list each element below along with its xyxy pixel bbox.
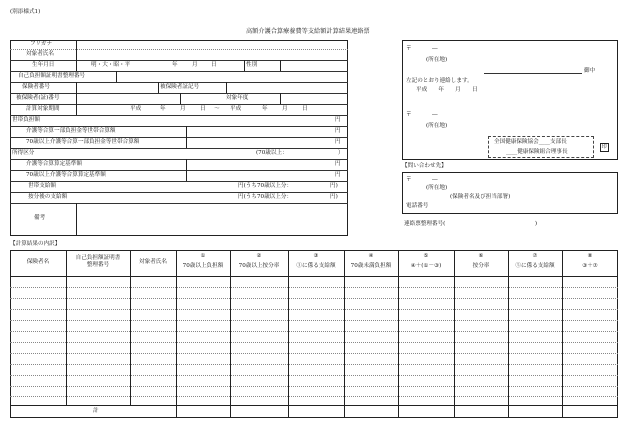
- sender-postal-mark: 〒: [406, 112, 412, 118]
- col5-text: ④＋(①－③): [410, 263, 442, 269]
- col8-num: ⑧: [587, 253, 593, 259]
- household-pay-label: 世帯支給額: [28, 183, 56, 189]
- total-label: 計: [93, 408, 99, 414]
- over70-sum-label: 70歳以上介護等合算一部負担金等世帯合算額: [26, 139, 140, 145]
- issuer-line1: 全国健康保険協会____支部長: [494, 139, 567, 145]
- results-label: 【計算結果の内訳】: [10, 241, 61, 247]
- household-burden-yen: 円: [335, 117, 341, 123]
- seal-mark: 印: [601, 144, 607, 150]
- notice-date: 平成 年 月 日: [416, 87, 478, 93]
- col1-text: 70歳以上負担額: [182, 263, 224, 269]
- col8-text: ③＋⑦: [582, 263, 598, 269]
- remarks-label: 備考: [34, 215, 46, 221]
- page-title: 高額介護合算療養費等支給額計算結果連絡票: [246, 28, 370, 35]
- care-base-yen: 円: [335, 161, 341, 167]
- inquiry-phone: 電話番号: [406, 203, 429, 209]
- insurer-number-label: 保険者番号: [22, 84, 50, 90]
- period-from-month: 月: [180, 106, 186, 112]
- period-tilde: ～: [214, 106, 220, 112]
- period-to-era: 平成: [230, 106, 242, 112]
- care-sum-label: 介護等合算一部負担金等世帯合算額: [26, 128, 116, 134]
- inquiry-postal-mark: 〒: [406, 177, 412, 183]
- col2-text: 70歳以上按分率: [238, 263, 280, 269]
- inquiry-location: (所在地): [426, 185, 448, 191]
- household-pay-over70: 円(うち70歳以上分：: [238, 183, 293, 189]
- birth-month-unit: 月: [192, 62, 198, 68]
- period-to-month: 月: [282, 106, 288, 112]
- postal-dash: ―: [432, 46, 438, 52]
- col7-num: ⑦: [532, 253, 538, 259]
- period-from-era: 平成: [130, 106, 142, 112]
- prorated-pay-over70: 円(うち70歳以上分：: [238, 194, 293, 200]
- insured-number-label: 被保険者(証)番号: [16, 95, 60, 101]
- sender-postal-dash: ―: [432, 112, 438, 118]
- col6-text: 按分率: [472, 263, 490, 269]
- issuer-line2: ____健康保険組合理事長: [506, 149, 568, 155]
- insured-symbol-label: 被保険者証記号: [160, 84, 200, 90]
- cert-number-label: 自己負担額証明書整理番号: [18, 73, 86, 79]
- household-pay-yen-close: 円): [330, 183, 338, 189]
- col2-num: ②: [256, 253, 262, 259]
- over70-base-yen: 円: [335, 172, 341, 178]
- col6-num: ⑥: [478, 253, 484, 259]
- col1-num: ①: [200, 253, 206, 259]
- period-to-day: 日: [302, 106, 308, 112]
- sender-location-label: (所在地): [426, 123, 448, 129]
- col3-text: ①に係る支給額: [296, 263, 336, 269]
- col5-num: ⑤: [423, 253, 429, 259]
- prorated-pay-yen-close: 円): [330, 194, 338, 200]
- income-class-label: 所得区分: [12, 150, 35, 156]
- prorated-pay-label: 按分後の支給額: [28, 194, 68, 200]
- col-cert-number: 自己負担額証明書 整理番号: [75, 255, 121, 269]
- target-year-label: 対象年度: [226, 95, 249, 101]
- results-table: [10, 250, 618, 418]
- income-over70-label: (70歳以上：: [256, 150, 288, 156]
- postal-mark: 〒: [406, 46, 412, 52]
- subject-name-label: 対象者氏名: [26, 51, 54, 57]
- col3-num: ③: [313, 253, 319, 259]
- location-label: (所在地): [426, 57, 448, 63]
- notice-text: 左記のとおり連絡します。: [406, 78, 473, 84]
- col-insurer-name: 保険者名: [26, 259, 50, 265]
- period-from-year: 年: [160, 106, 166, 112]
- form-id: (別添様式1): [10, 9, 41, 15]
- birth-date-label: 生年月日: [32, 62, 55, 68]
- col7-text: ⑤に係る支給額: [515, 263, 555, 269]
- inquiry-postal-dash: ―: [432, 177, 438, 183]
- period-to-year: 年: [262, 106, 268, 112]
- income-close-paren: ）: [338, 150, 344, 156]
- period-from-day: 日: [200, 106, 206, 112]
- col4-num: ④: [368, 253, 374, 259]
- over70-sum-yen: 円: [335, 139, 341, 145]
- applicant-form: [10, 40, 348, 236]
- inquiry-contact: (保険者名及び担当部署): [450, 194, 511, 200]
- birth-day-unit: 日: [211, 62, 217, 68]
- era-options: 明・大・昭・平: [91, 62, 131, 68]
- col-subject-name: 対象者氏名: [139, 259, 167, 265]
- addressee-suffix: 御中: [584, 68, 596, 74]
- col4-text: 70歳未満負担額: [350, 263, 392, 269]
- birth-year-unit: 年: [172, 62, 178, 68]
- furigana-label: フリガナ: [30, 41, 53, 47]
- household-burden-label: 世帯負担額: [12, 117, 40, 123]
- inquiry-label: 【問い合わせ先】: [402, 163, 447, 169]
- calc-period-label: 計算対象期間: [26, 106, 60, 112]
- over70-base-label: 70歳以上介護等合算算定基準額: [26, 172, 106, 178]
- gender-label: 性別: [246, 62, 258, 68]
- care-base-label: 介護等合算算定基準額: [26, 161, 82, 167]
- care-sum-yen: 円: [335, 128, 341, 134]
- reference-number: 連絡票整理番号( ): [404, 221, 538, 227]
